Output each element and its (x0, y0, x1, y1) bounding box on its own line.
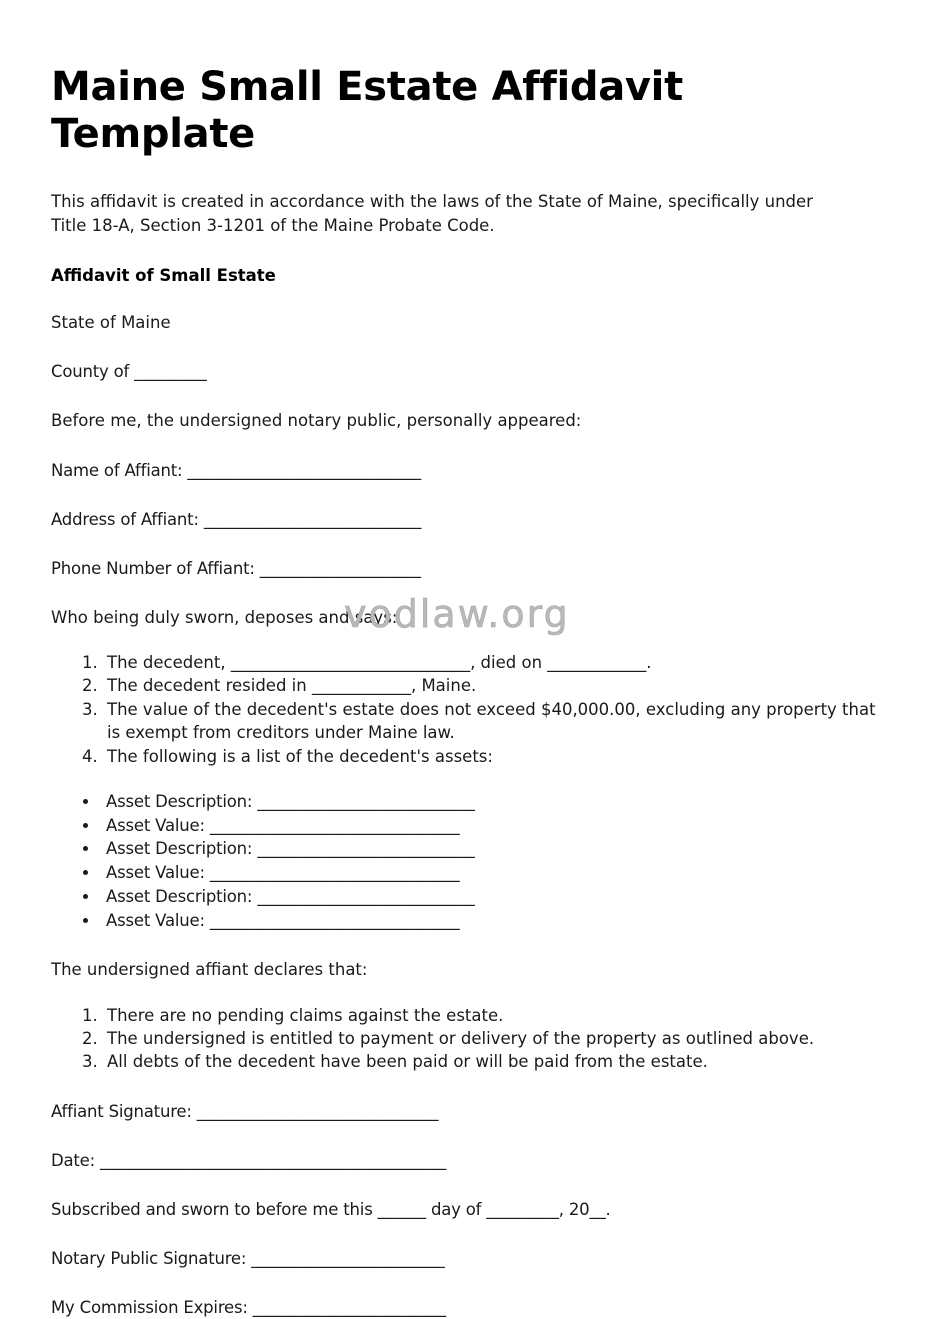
list-item: 2. The decedent resided in ____________, Maine. (103, 674, 892, 697)
list-item[interactable]: • Asset Value: _______________________________ (100, 861, 892, 885)
declarations-list (51, 1004, 892, 1074)
date-field[interactable]: Date: ___________________________________________ (51, 1150, 447, 1170)
phone-of-affiant-field[interactable]: Phone Number of Affiant: ____________________ (51, 558, 421, 578)
list-item[interactable]: • Asset Description: ___________________________ (100, 790, 892, 814)
list-item: 1. The decedent, _____________________________, died on ____________. (103, 651, 892, 674)
list-item: 3. All debts of the decedent have been paid or will be paid from the estate. (103, 1050, 892, 1073)
county-field[interactable]: County of _________ (51, 362, 207, 382)
commission-expires-field[interactable]: My Commission Expires: ________________________ (51, 1298, 446, 1318)
name-of-affiant-field[interactable]: Name of Affiant: _____________________________ (51, 460, 421, 480)
list-item: 1. There are no pending claims against the estate. (103, 1004, 892, 1027)
before-me-line: Before me, the undersigned notary public, personally appeared: (51, 411, 582, 431)
sworn-intro-line: Who being duly sworn, deposes and says: (51, 607, 398, 627)
list-item: 2. The undersigned is entitled to payment or delivery of the property as outlined above. (103, 1027, 892, 1050)
list-item[interactable]: • Asset Value: _______________________________ (100, 814, 892, 838)
list-item[interactable]: • Asset Description: ___________________________ (100, 885, 892, 909)
intro-paragraph: This affidavit is created in accordance with the laws of the State of Maine, specifically under Title 18-A, Section 3-1201 of the Maine Probate Code. (51, 192, 813, 235)
signature-block (51, 1100, 892, 1319)
list-item[interactable]: • Asset Description: ___________________________ (100, 837, 892, 861)
notary-signature-field[interactable]: Notary Public Signature: ________________________ (51, 1249, 445, 1269)
state-line: State of Maine (51, 313, 171, 333)
address-of-affiant-field[interactable]: Address of Affiant: ___________________________ (51, 509, 422, 529)
list-item[interactable]: • Asset Value: _______________________________ (100, 909, 892, 933)
affiant-signature-field[interactable]: Affiant Signature: ______________________________ (51, 1101, 439, 1121)
list-item: 3. The value of the decedent's estate does not exceed $40,000.00, excluding any property that is exempt from creditors under Maine law. (103, 698, 892, 745)
declares-intro-line: The undersigned affiant declares that: (51, 960, 368, 980)
subscribed-sworn-line[interactable]: Subscribed and sworn to before me this ______ day of _________, 20__. (51, 1200, 611, 1220)
list-item: 4. The following is a list of the decedent's assets: (103, 745, 892, 768)
watermark: vodlaw.org (344, 592, 570, 636)
page-title: Maine Small Estate Affidavit Template (51, 64, 683, 158)
sworn-statements-list (51, 651, 892, 768)
asset-fields-list (51, 790, 892, 933)
section-heading-affidavit-of-small-estate: Affidavit of Small Estate (51, 266, 276, 286)
